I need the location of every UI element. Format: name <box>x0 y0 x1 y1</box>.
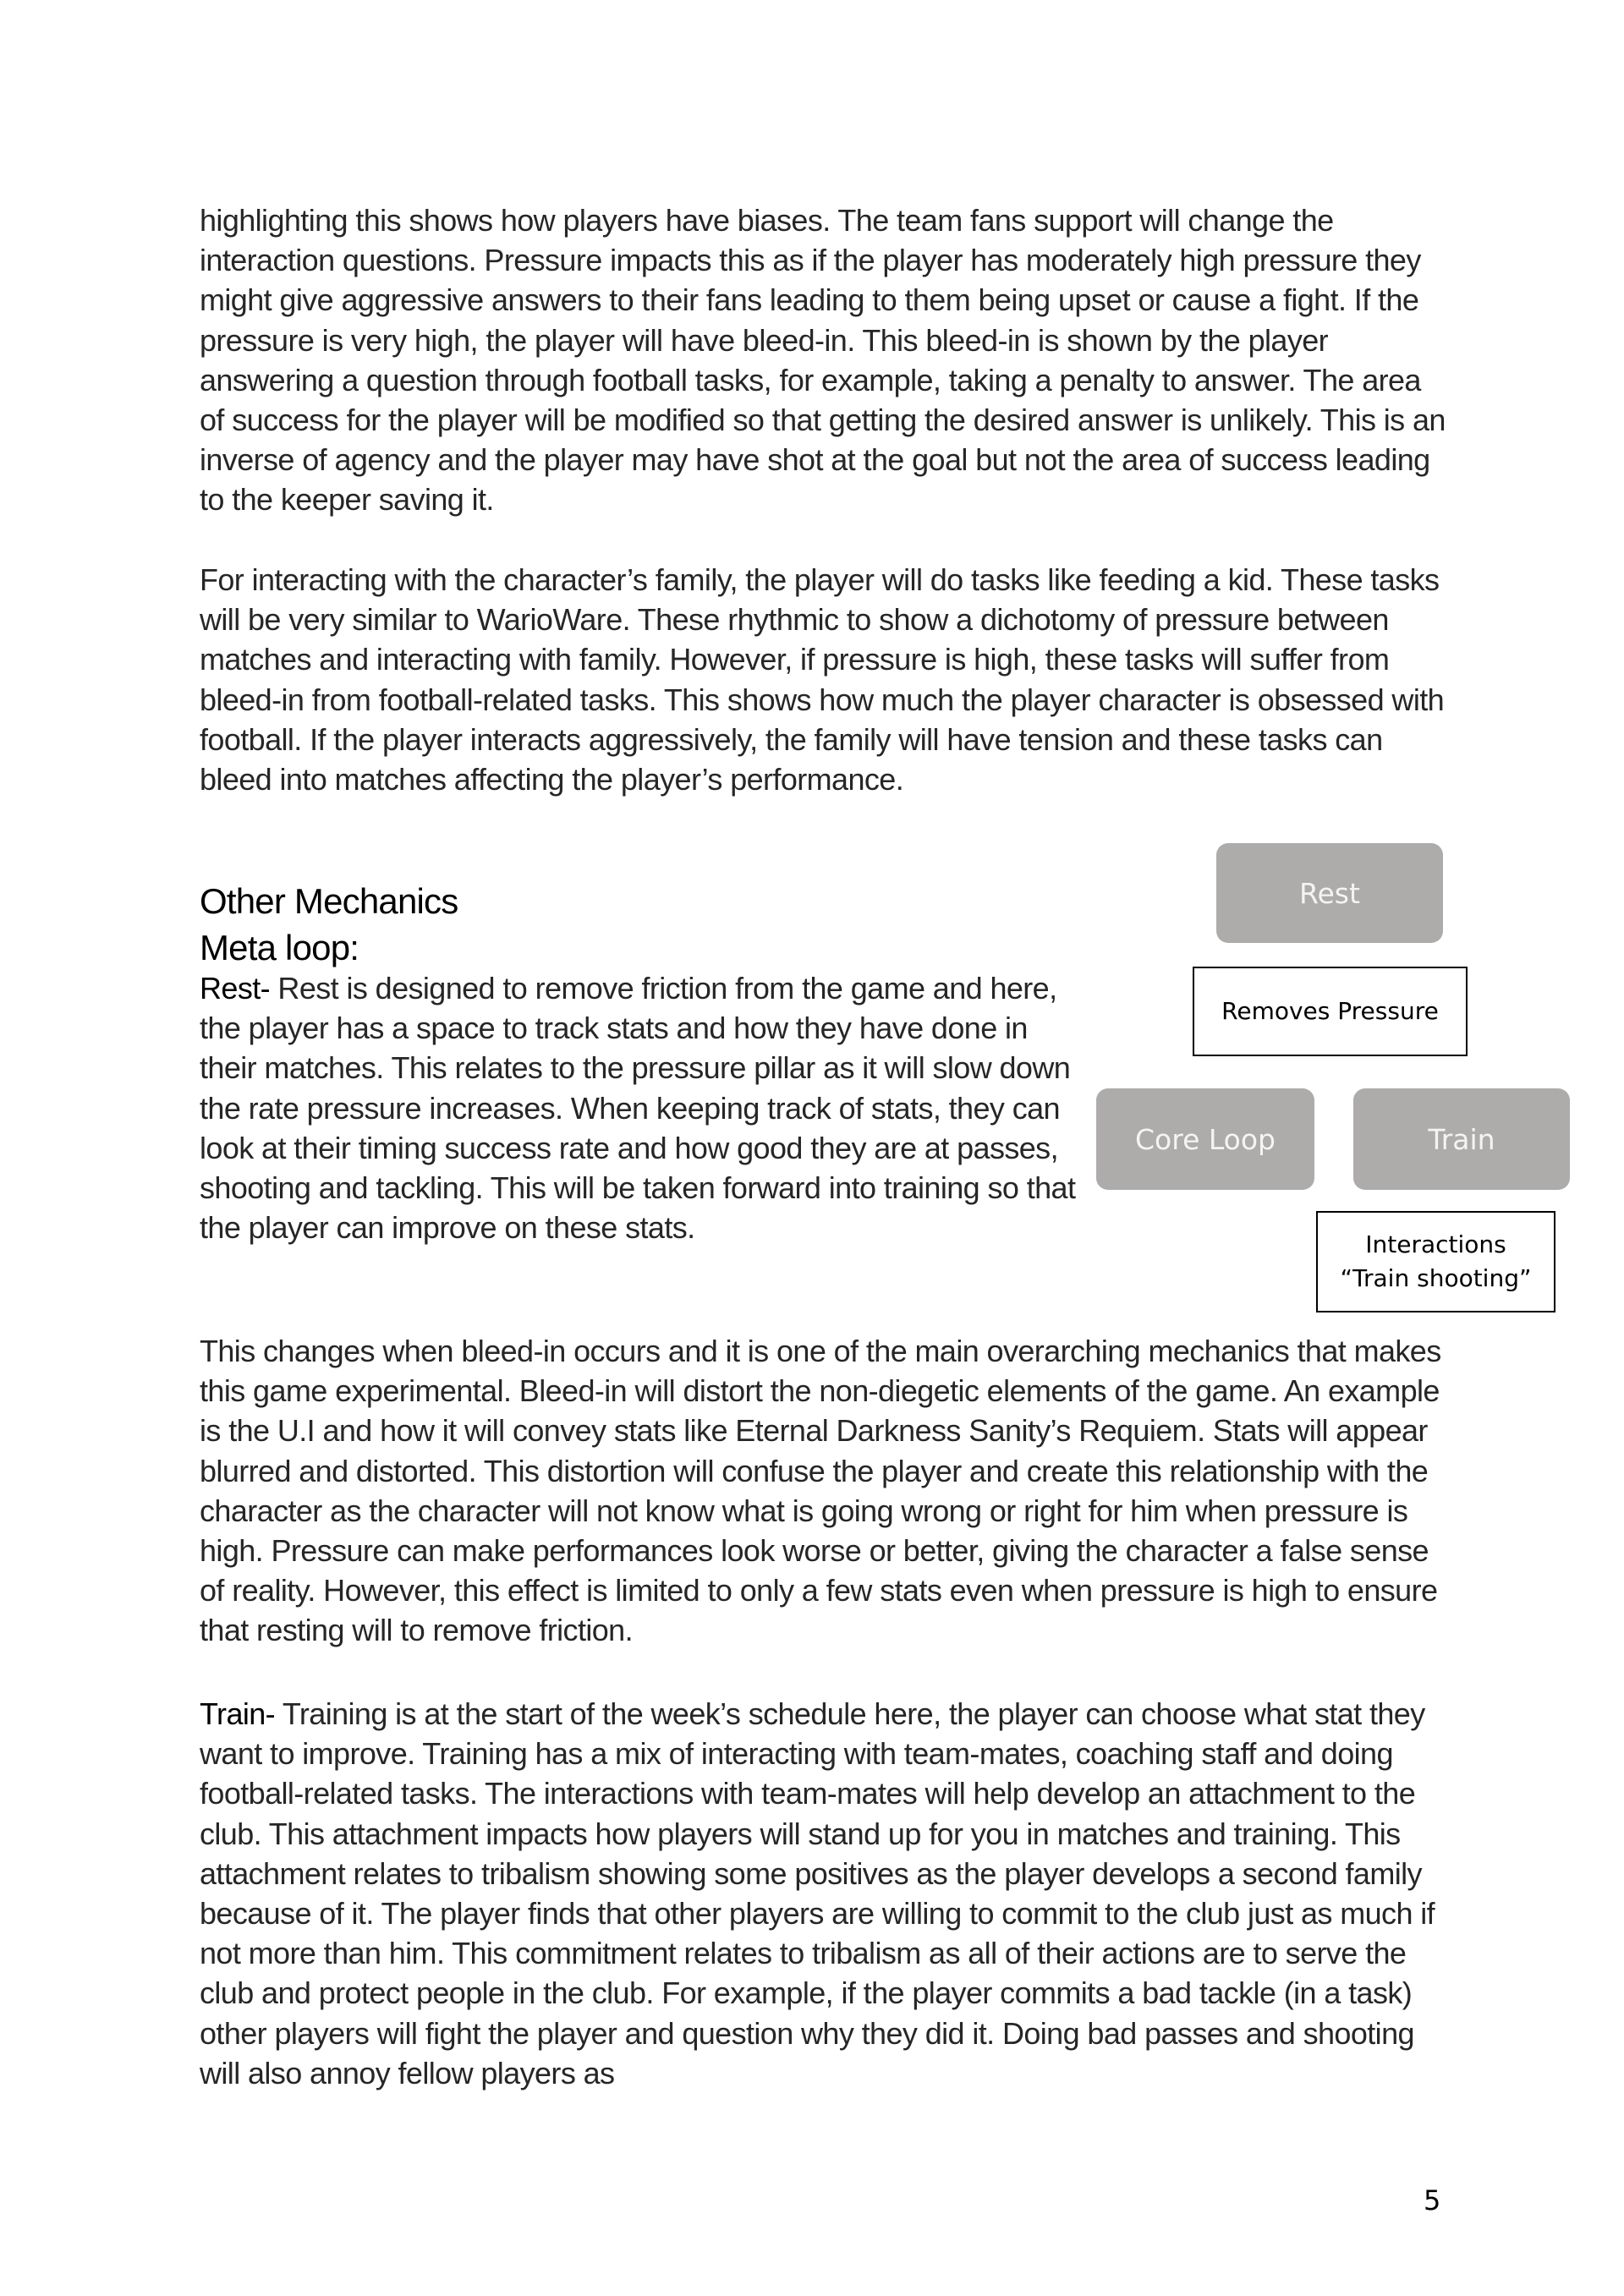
heading-other-mechanics: Other Mechanics <box>200 881 458 921</box>
interactions-line-1: Interactions <box>1365 1230 1506 1258</box>
diagram-label-interactions <box>1316 1211 1555 1312</box>
rest-body: Rest is designed to remove friction from the game and here, the player has a space to track stats and how they have done in their matches. This relates to the pressure pillar as it will slow down the rate pressure increases. When keeping track of stats, they can look at their timing success rate and how good they are at passes, shooting and tackling. This will be taken forward into training so that the player can improve on these stats. <box>200 971 1076 1246</box>
train-body: Training is at the start of the week’s schedule here, the player can choose what stat they want to improve. Training has a mix of interacting with team-mates, coaching staff and doing football-related tasks. The interactions with team-mates will help develop an attachment to the club. This attachment impacts how players will stand up for you in matches and training. This attachment relates to tribalism showing some positives as the player develops a second family because of it. The player finds that other players are willing to commit to the club just as much if not more than him. This commitment relates to tribalism as all of their actions are to serve the club and protect people in the club. For example, if the player commits a bad tackle (in a task) other players will fight the player and question why they did it. Doing bad passes and shooting will also annoy fellow players as <box>200 1696 1435 2091</box>
train-lead: Train- <box>200 1696 276 1731</box>
page-number: 5 <box>1424 2184 1441 2217</box>
interactions-line-2: “Train shooting” <box>1340 1264 1532 1292</box>
heading-meta-loop: Meta loop: <box>200 928 359 967</box>
removes-pressure-text: Removes Pressure <box>1221 997 1439 1025</box>
diagram-node-rest: Rest <box>1216 843 1443 943</box>
paragraph-rest <box>200 968 1079 1247</box>
paragraph-train <box>200 1694 1451 2093</box>
diagram-node-core-loop: Core Loop <box>1096 1088 1314 1190</box>
rest-lead: Rest- <box>200 971 271 1006</box>
paragraph-fan-interactions: highlighting this shows how players have biases. The team fans support will change the interaction questions. Pressure impacts this as if the player has moderately high pressure they might give aggressive answers to their fans leading to them being upset or cause a fight. If the pressure is very high, the player will have bleed-in. This bleed-in is shown by the player answering a question through football tasks, for example, taking a penalty to answer. The area of success for the player will be modified so that getting the desired answer is unlikely. This is an inverse of agency and the player may have shot at the goal but not the area of success leading to the keeper saving it. <box>200 203 1446 518</box>
paragraph-family-interactions: For interacting with the character’s family, the player will do tasks like feeding a kid. These tasks will be very similar to WarioWare. These rhythmic to show a dichotomy of pressure between matches and interacting with family. However, if pressure is high, these tasks will suffer from bleed-in from football-related tasks. This shows how much the player character is obsessed with football. If the player interacts aggressively, the family will have tension and these tasks can bleed into matches affecting the player’s performance. <box>200 562 1445 797</box>
paragraph-bleed-in: This changes when bleed-in occurs and it is one of the main overarching mechanics that makes this game experimental. Bleed-in will distort the non-diegetic elements of the game. An example is the U.I and how it will convey stats like Eternal Darkness Sanity’s Requiem. Stats will appear blurred and distorted. This distortion will confuse the player and create this relationship with the character as the character will not know what is going wrong or right for him when pressure is high. Pressure can make performances look worse or better, giving the character a false sense of reality. However, this effect is limited to only a few stats even when pressure is high to ensure that resting will to remove friction. <box>200 1334 1441 1648</box>
diagram-node-train: Train <box>1353 1088 1570 1190</box>
diagram-label-removes-pressure <box>1193 967 1468 1056</box>
